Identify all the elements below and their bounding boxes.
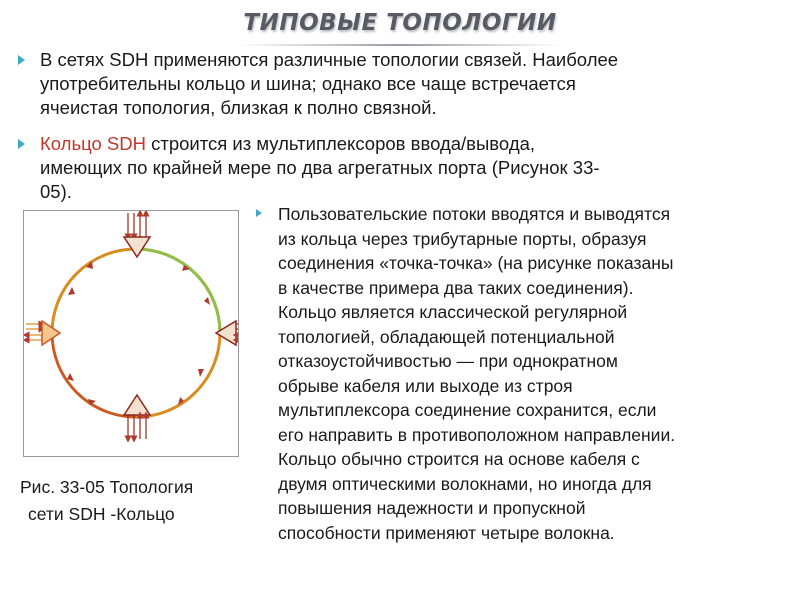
paragraph-line: его направить в противоположном направлении. — [278, 424, 676, 445]
paragraph-line: способности применяют четыре волокна. — [278, 522, 615, 543]
title-underline — [238, 44, 562, 46]
paragraph-line: двумя оптическими волокнами, но иногда для — [278, 473, 652, 494]
paragraph-line: Кольцо является классической регулярной — [278, 302, 628, 322]
multiplexer-left — [26, 321, 60, 345]
bullet-icon — [18, 139, 25, 149]
paragraph-1 — [40, 48, 780, 120]
figure-caption — [20, 474, 193, 528]
paragraph-line-rest: строится из мультиплексоров ввода/вывода, — [145, 133, 536, 154]
caption-line-2: сети SDH -Кольцо — [28, 504, 175, 524]
caption-line-1: Рис. 33-05 Топология — [20, 477, 194, 497]
paragraph-line: употребительны кольцо и шина; однако все чаще встречается — [40, 73, 576, 94]
paragraph-line: соединения «точка-точка» (на рисунке показаны — [278, 253, 674, 273]
paragraph-line: в качестве примера два таких соединения). — [278, 277, 634, 298]
paragraph-line: мультиплексора соединение сохранится, если — [278, 400, 657, 420]
paragraph-line: имеющих по крайней мере по два агрегатных порта (Рисунок 33- — [40, 157, 600, 178]
paragraph-line: Пользовательские потоки вводятся и выводятся — [278, 204, 671, 224]
bullet-icon — [18, 55, 25, 65]
paragraph-line: топологией, обладающей потенциальной — [278, 326, 615, 347]
slide-title: ТИПОВЫЕ ТОПОЛОГИИ — [243, 10, 557, 36]
paragraph-line: повышения надежности и пропускной — [278, 498, 586, 518]
paragraph-line: 05). — [40, 181, 72, 202]
ring-segment-red — [52, 333, 136, 417]
ring-topology-figure — [23, 210, 239, 457]
paragraph-2 — [40, 132, 780, 204]
paragraph-line: обрыве кабеля или выходе из строя — [278, 375, 573, 396]
paragraph-line: ячеистая топология, близкая к полно связной. — [40, 97, 437, 118]
paragraph-line: В сетях SDH применяются различные топологии связей. Наиболее — [40, 49, 619, 70]
ring-direction-arrows — [67, 261, 210, 405]
paragraph-line: Кольцо обычно строится на основе кабеля с — [278, 449, 640, 469]
bullet-icon — [256, 209, 262, 217]
ring-segment-green — [136, 249, 220, 333]
paragraph-line: отказоустойчивостью — при однократном — [278, 351, 618, 371]
ring-diagram — [24, 211, 238, 456]
paragraph-line: из кольца через трибутарные порты, образуя — [278, 228, 647, 249]
paragraph-3 — [278, 202, 784, 545]
highlight-term: Кольцо SDH — [40, 133, 146, 154]
paragraph-line — [40, 132, 780, 156]
